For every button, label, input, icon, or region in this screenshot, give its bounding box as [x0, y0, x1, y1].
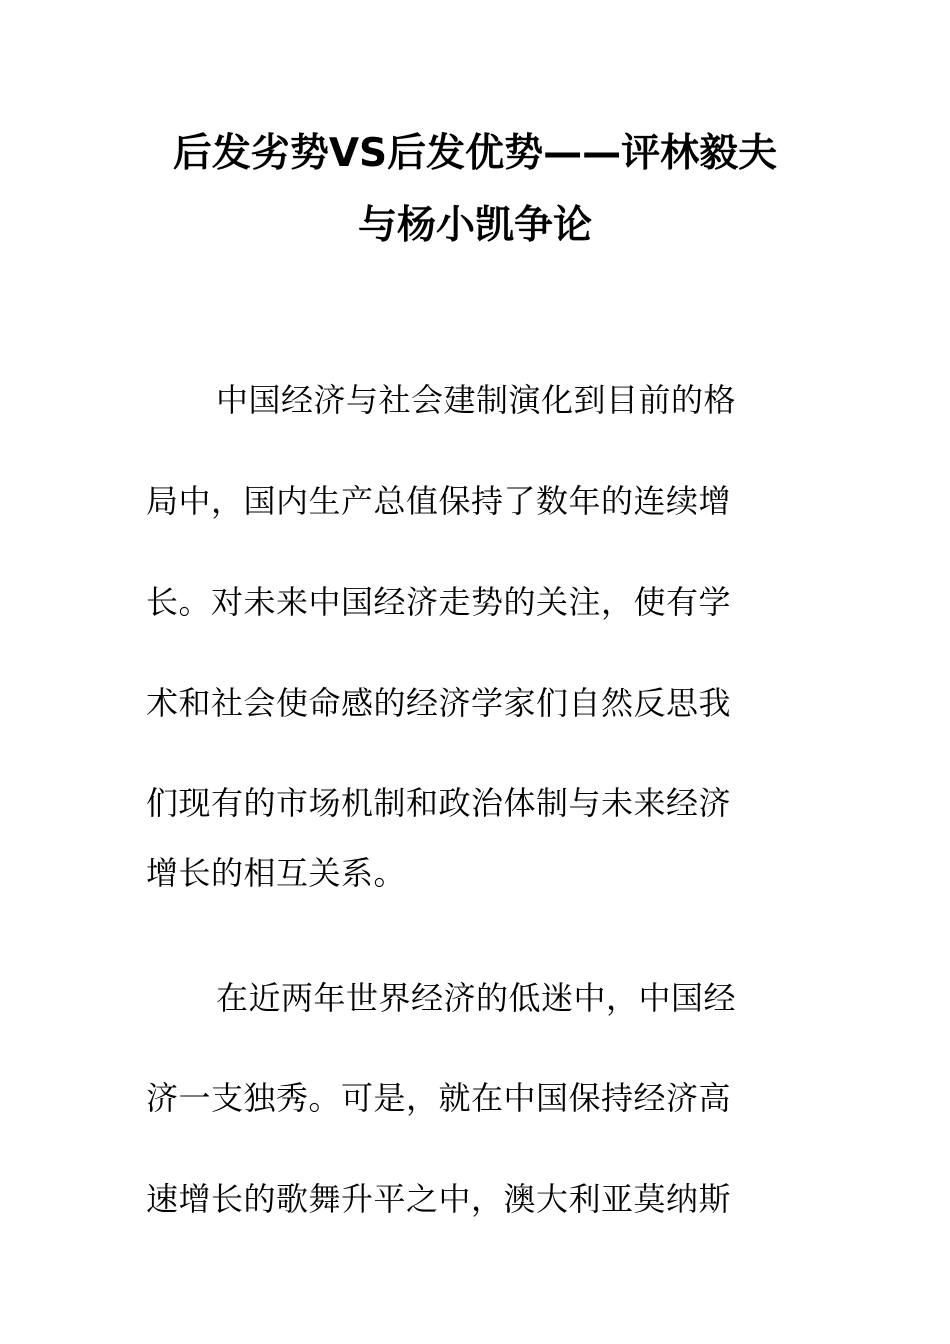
body-line-2: 局中，国内生产总值保持了数年的连续增: [146, 482, 732, 520]
document-title-line-1: 后发劣势VS后发优势——评林毅夫: [172, 131, 778, 176]
body-line-3: 长。对未来中国经济走势的关注，使有学: [146, 583, 732, 621]
body-line-8: 济一支独秀。可是，就在中国保持经济高: [146, 1079, 732, 1117]
body-line-5: 们现有的市场机制和政治体制与未来经济: [146, 784, 732, 822]
body-line-1: 中国经济与社会建制演化到目前的格: [216, 381, 737, 419]
document-title-line-2: 与杨小凯争论: [357, 203, 592, 248]
body-line-7: 在近两年世界经济的低迷中，中国经: [216, 979, 737, 1017]
body-line-9: 速增长的歌舞升平之中，澳大利亚莫纳斯: [146, 1180, 732, 1218]
body-line-6: 增长的相互关系。: [146, 854, 407, 892]
body-line-4: 术和社会使命感的经济学家们自然反思我: [146, 684, 732, 722]
